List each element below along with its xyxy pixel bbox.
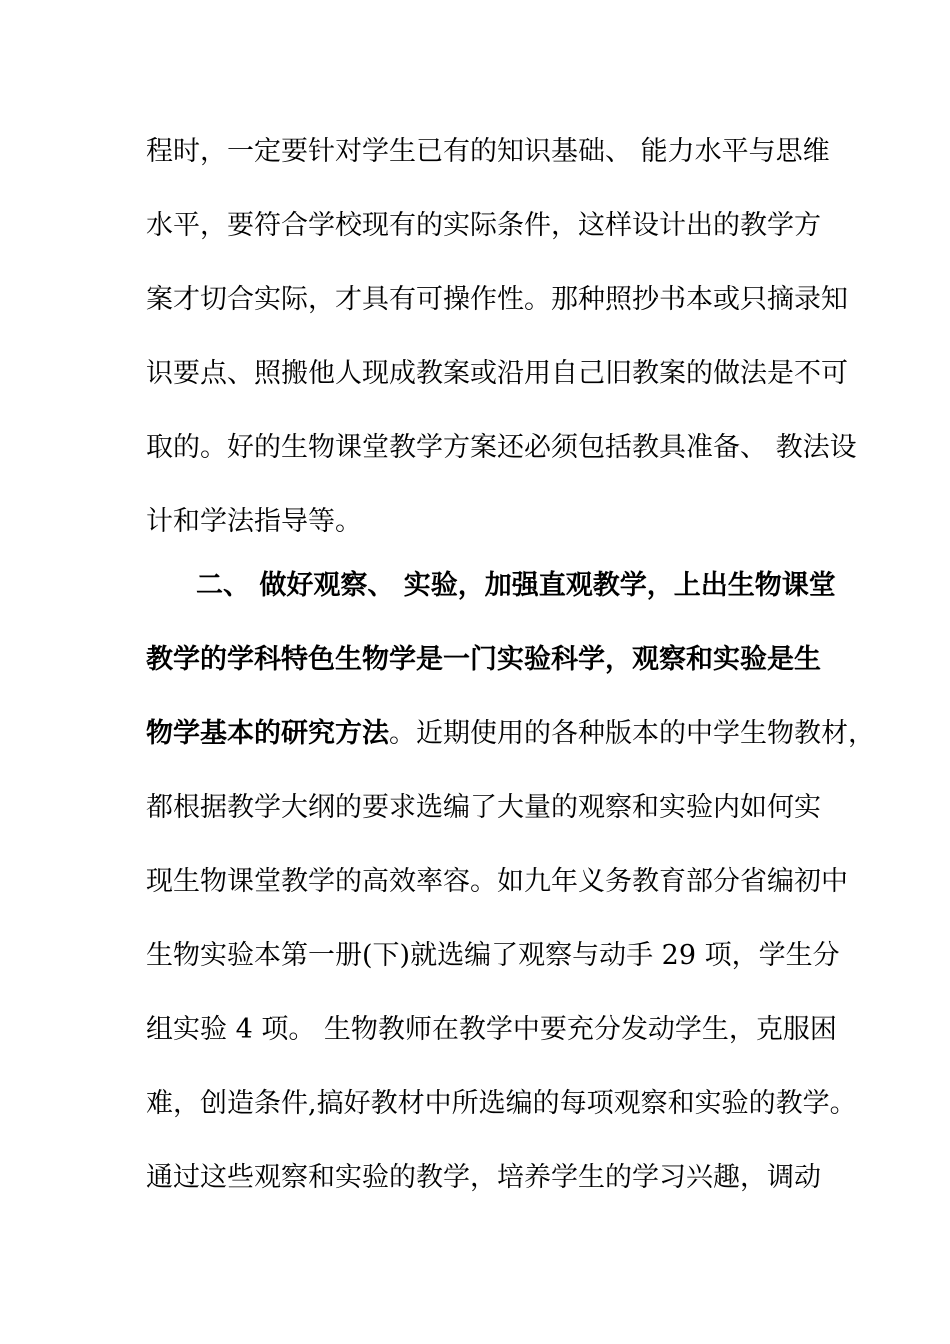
paragraph-line: 取的。好的生物课堂教学方案还必须包括教具准备、 教法设 [146,432,857,463]
paragraph-line: 通过这些观察和实验的教学，培养学生的学习兴趣，调动 [146,1162,821,1193]
paragraph-line: 都根据教学大纲的要求选编了大量的观察和实验内如何实 [146,792,821,823]
paragraph-line: 水平，要符合学校现有的实际条件，这样设计出的教学方 [146,210,821,241]
paragraph-line: 组实验 4 项。 生物教师在教学中要充分发动学生，克服困 [146,1014,837,1045]
paragraph-line: 物学基本的研究方法。近期使用的各种版本的中学生物教材， [146,718,875,749]
paragraph-line: 案才切合实际，才具有可操作性。那种照抄书本或只摘录知 [146,284,848,315]
paragraph-line: 计和学法指导等。 [146,506,362,537]
section-heading-line: 二、 做好观察、 实验，加强直观教学，上出生物课堂 [196,570,836,601]
paragraph-line: 现生物课堂教学的高效率容。如九年义务教育部分省编初中 [146,866,848,897]
paragraph-line: 生物实验本第一册(下)就选编了观察与动手 29 项，学生分 [146,940,840,971]
section-heading-line: 教学的学科特色生物学是一门实验科学，观察和实验是生 [146,644,821,675]
paragraph-line: 识要点、照搬他人现成教案或沿用自己旧教案的做法是不可 [146,358,848,389]
paragraph-line: 难，创造条件,搞好教材中所选编的每项观察和实验的教学。 [146,1088,857,1119]
paragraph-line: 程时，一定要针对学生已有的知识基础、 能力水平与思维 [146,136,830,167]
